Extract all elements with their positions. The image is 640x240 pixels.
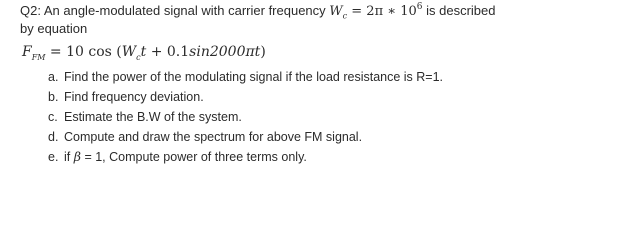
item-marker: a. bbox=[48, 70, 59, 84]
equation-carrier-subscript: c bbox=[136, 52, 141, 62]
fm-equation bbox=[22, 42, 266, 62]
item-text: Compute and draw the spectrum for above FM signal. bbox=[64, 130, 363, 144]
item-text: Find frequency deviation. bbox=[64, 90, 204, 104]
question-suffix: is described bbox=[422, 3, 496, 18]
sub-question-a bbox=[48, 67, 443, 87]
question-continuation: by equation bbox=[20, 21, 88, 36]
equation-sin-term: sin2000πt bbox=[189, 44, 261, 60]
question-prefix: Q2: An angle-modulated signal with carrier frequency bbox=[20, 3, 330, 18]
equation-lhs-subscript: FM bbox=[31, 52, 46, 62]
item-marker: c. bbox=[48, 110, 58, 124]
carrier-symbol: W bbox=[329, 4, 343, 19]
sub-question-b bbox=[48, 87, 443, 107]
item-suffix: = 1, Compute power of three terms only. bbox=[80, 150, 307, 164]
item-marker: b. bbox=[48, 90, 59, 104]
carrier-frequency-expression bbox=[329, 1, 423, 21]
item-text: Estimate the B.W of the system. bbox=[64, 110, 242, 124]
equation-lhs-symbol: F bbox=[22, 44, 32, 60]
question-statement bbox=[20, 2, 495, 21]
carrier-value: = 2π ∗ 10 bbox=[347, 4, 417, 19]
item-text: Find the power of the modulating signal if the load resistance is R=1. bbox=[64, 70, 444, 84]
item-prefix: if bbox=[64, 150, 74, 164]
item-marker: d. bbox=[48, 130, 59, 144]
sub-question-d bbox=[48, 127, 443, 147]
sub-question-e bbox=[48, 147, 443, 167]
carrier-subscript: c bbox=[342, 11, 348, 21]
equation-equals: = bbox=[45, 44, 67, 60]
item-marker: e. bbox=[48, 150, 59, 164]
equation-close: ) bbox=[260, 44, 266, 60]
equation-carrier-symbol: W bbox=[121, 44, 137, 60]
carrier-exponent: 6 bbox=[416, 1, 423, 12]
sub-question-c bbox=[48, 107, 443, 127]
beta-symbol: β bbox=[73, 149, 81, 164]
sub-question-list bbox=[48, 67, 443, 167]
equation-rhs-middle: + 0.1 bbox=[146, 44, 190, 60]
equation-rhs-prefix: 10 cos ( bbox=[66, 44, 122, 60]
equation-time-var: t bbox=[140, 44, 147, 60]
